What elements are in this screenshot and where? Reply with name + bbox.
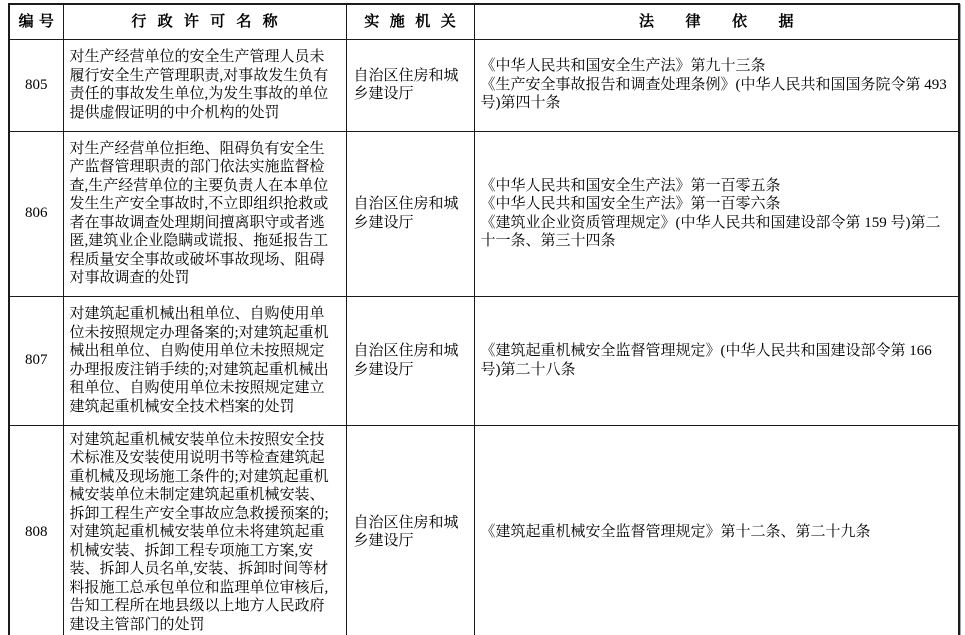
header-row [9,4,959,39]
legal-basis-line: 《生产安全事故报告和调查处理条例》(中华人民共和国国务院令第 493 号)第四十条 [480,76,947,112]
table-row [9,39,959,131]
permits-table [8,3,960,635]
column-header-id: 编号 [9,4,63,39]
legal-basis-line: 《建筑起重机械安全监督管理规定》(中华人民共和国建设部令第 166 号)第二十八条 [480,343,932,378]
cell-id: 808 [9,425,63,635]
cell-agency: 自治区住房和城乡建设厅 [346,425,474,635]
cell-id: 806 [9,131,63,296]
legal-basis-line: 《建筑起重机械安全监督管理规定》第十二条、第二十九条 [480,524,871,540]
legal-basis-line: 《中华人民共和国安全生产法》第九十三条 [480,58,766,75]
cell-permit-name: 对建筑起重机械安装单位未按照安全技术标准及安装使用说明书等检查建筑起重机械及现场施工条件的;对建筑起重机械安装单位未制定建筑起重机械安装、拆卸工程生产安全事故应急救援预案的;对建筑起重机械安装单位未将建筑起重机械安装、拆卸工程专项施工方案,安装、拆卸人员名单,安装、拆卸时间等材料报施工总承包单位和监理单位审核后,告知工程所在地县级以上地方人民政府建设主管部门的处罚 [63,425,346,635]
table-row [9,131,959,296]
table-row [9,425,959,635]
column-header-legal: 法律依据 [474,4,959,39]
column-header-agency: 实施机关 [346,4,474,39]
table-body [9,39,959,635]
cell-legal-basis [474,131,959,296]
cell-permit-name: 对建筑起重机械出租单位、自购使用单位未按照规定办理备案的;对建筑起重机械出租单位、自购使用单位未按照规定办理报废注销手续的;对建筑起重机械出租单位、自购使用单位未按照规定建立建筑起重机械安全技术档案的处罚 [63,296,346,425]
cell-legal-basis [474,296,959,425]
cell-permit-name: 对生产经营单位的安全生产管理人员未履行安全生产管理职责,对事故发生负有责任的事故发生单位,为发生事故的单位提供虚假证明的中介机构的处罚 [63,39,346,131]
cell-legal-basis [474,425,959,635]
table-header [9,4,959,39]
cell-id: 805 [9,39,63,131]
cell-agency: 自治区住房和城乡建设厅 [346,39,474,131]
cell-id: 807 [9,296,63,425]
legal-basis-line: 《中华人民共和国安全生产法》第一百零五条 [480,177,781,194]
table-row [9,296,959,425]
cell-legal-basis [474,39,959,131]
cell-agency: 自治区住房和城乡建设厅 [346,131,474,296]
legal-basis-line: 《中华人民共和国安全生产法》第一百零六条 [480,196,781,212]
cell-permit-name: 对生产经营单位拒绝、阻碍负有安全生产监督管理职责的部门依法实施监督检查,生产经营单位的主要负责人在本单位发生生产安全事故时,不立即组织抢救或者在事故调查处理期间擅离职守或者逃匿,建筑业企业隐瞒或谎报、拖延报告工程质量安全事故或破坏事故现场、阻碍对事故调查的处罚 [63,131,346,296]
legal-basis-line: 《建筑业企业资质管理规定》(中华人民共和国建设部令第 159 号)第二十一条、第三十四条 [480,214,941,249]
column-header-name: 行政许可名称 [63,4,346,39]
cell-agency: 自治区住房和城乡建设厅 [346,296,474,425]
